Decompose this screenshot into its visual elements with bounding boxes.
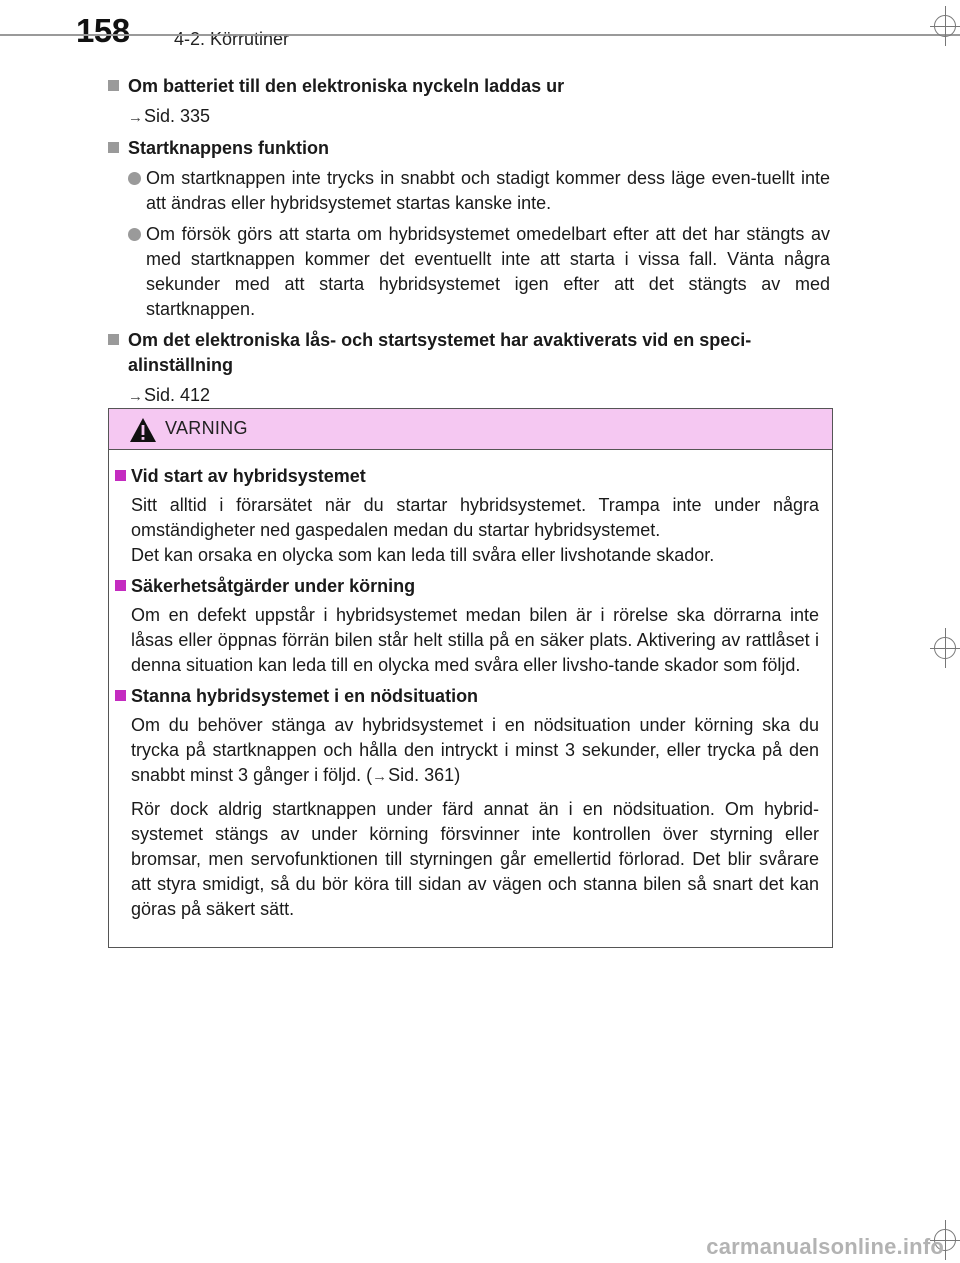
crop-mark-middle-right <box>930 628 960 668</box>
main-content <box>108 74 830 415</box>
warning-paragraph: Sitt alltid i förarsätet när du startar hybridsystemet. Trampa inte under några omständigheter ned gaspedalen medan du startar hybridsystemet. <box>131 495 819 540</box>
round-bullet-icon <box>128 228 141 241</box>
crop-mark-top-right <box>930 6 960 46</box>
square-bullet-icon <box>115 690 126 701</box>
section-heading <box>108 74 830 99</box>
arrow-right-icon: → <box>372 768 388 785</box>
page-reference[interactable] <box>108 383 830 409</box>
warning-paragraph-text: ) <box>454 765 461 785</box>
warning-body <box>109 450 832 922</box>
arrow-right-icon: → <box>128 388 143 405</box>
warning-paragraph <box>115 713 819 789</box>
section-heading-text: Om batteriet till den elektroniska nyckeln laddas ur <box>128 76 565 96</box>
bullet-item <box>108 222 830 322</box>
arrow-right-icon: → <box>128 109 143 126</box>
bullet-text: Om försök görs att starta om hybridsystemet omedelbart efter att det har stängts av med startknappen kommer det eventuellt inte att starta i vissa fall. Vänta några sekunder med att starta hybridsystemet igen efter att det stängts av med startknappen. <box>146 224 830 319</box>
warning-item-heading-text: Stanna hybridsystemet i en nödsituation <box>131 686 479 706</box>
section-heading <box>108 328 830 378</box>
header-divider <box>0 34 960 36</box>
warning-header <box>109 409 832 450</box>
square-bullet-icon <box>115 580 126 591</box>
bullet-item <box>108 166 830 216</box>
square-bullet-icon <box>108 142 119 153</box>
warning-paragraph: Det kan orsaka en olycka som kan leda till svåra eller livshotande skador. <box>131 545 715 565</box>
page-reference[interactable] <box>108 104 830 130</box>
bullet-text: Om startknappen inte trycks in snabbt och stadigt kommer dess läge even-tuellt inte att ändras eller hybridsystemet startas kanske inte. <box>146 168 830 213</box>
watermark: carmanualsonline.info <box>706 1234 944 1259</box>
square-bullet-icon <box>108 80 119 91</box>
page-number: 158 <box>76 12 130 49</box>
warning-item-heading <box>115 574 819 599</box>
round-bullet-icon <box>128 172 141 185</box>
warning-paragraph-text: Om du behöver stänga av hybridsystemet i en nödsituation under körning ska du trycka på startknappen och hålla den intryckt i minst 3 sekunder, eller trycka på den snabbt minst 3 gånger i följd. ( <box>131 715 819 785</box>
page-reference-text[interactable]: Sid. 361 <box>388 765 455 785</box>
warning-item-heading <box>115 684 819 709</box>
square-bullet-icon <box>108 334 119 345</box>
warning-paragraph: Rör dock aldrig startknappen under färd annat än i en nödsituation. Om hybrid-systemet stängs av under körning försvinner inte kontrollen över styrning eller bromsar, men servofunktionen till styrningen går emellertid förlorad. Det blir svårare att styra smidigt, så du bör köra till sidan av vägen och stanna bilen så snart det kan göras på säkert sätt. <box>131 799 819 919</box>
warning-item-heading-text: Vid start av hybridsystemet <box>131 466 366 486</box>
warning-item-heading-text: Säkerhetsåtgärder under körning <box>131 576 416 596</box>
warning-paragraph: Om en defekt uppstår i hybridsystemet medan bilen är i rörelse ska dörrarna inte låsas eller öppnas förrän bilen står helt stilla på en säker plats. Aktivering av rattlåset i denna situation kan leda till en olycka med svåra eller livsho-tande skador som följd. <box>131 605 819 675</box>
section-heading <box>108 136 830 161</box>
page-reference-text: Sid. 412 <box>144 385 211 405</box>
square-bullet-icon <box>115 470 126 481</box>
warning-item-heading <box>115 464 819 489</box>
section-heading-text: Om det elektroniska lås- och startsystemet har avaktiverats vid en speci-alinställning <box>128 330 752 375</box>
section-heading-text: Startknappens funktion <box>128 138 330 158</box>
page-reference-text: Sid. 335 <box>144 106 211 126</box>
warning-title: VARNING <box>165 418 248 438</box>
warning-triangle-icon <box>129 417 157 443</box>
section-title: 4-2. Körrutiner <box>174 29 290 49</box>
warning-box <box>108 408 833 948</box>
